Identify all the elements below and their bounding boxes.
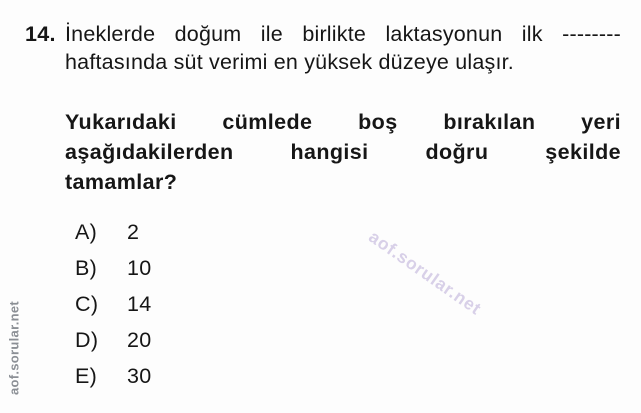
question-prompt (65, 107, 621, 197)
option-a-letter: A) (75, 220, 98, 244)
option-a-value: 2 (127, 220, 140, 244)
option-c[interactable] (75, 286, 621, 322)
question-number: 14. (25, 22, 56, 46)
option-c-value: 14 (127, 292, 152, 316)
option-d-value: 20 (127, 328, 152, 352)
question-stem (65, 20, 621, 76)
option-d-letter: D) (75, 328, 99, 352)
prompt-line-1: Yukarıdaki cümlede boş bırakılan yeri (65, 110, 621, 134)
option-b-value: 10 (127, 256, 152, 280)
option-e[interactable] (75, 358, 621, 394)
watermark-left-vertical: aof.sorular.net (6, 300, 22, 396)
prompt-line-2: aşağıdakilerden hangisi doğru şekilde (65, 140, 621, 164)
prompt-line-3: tamamlar? (65, 170, 178, 194)
option-b-letter: B) (75, 256, 98, 280)
question-body (65, 20, 621, 394)
stem-line-1: İneklerde doğum ile birlikte laktasyonun ilk -------- (65, 22, 621, 46)
stem-line-2: haftasında süt verimi en yüksek düzeye ulaşır. (65, 50, 514, 74)
watermark-diagonal: aof.sorular.net (365, 226, 486, 319)
option-a[interactable] (75, 214, 621, 250)
option-c-letter: C) (75, 292, 99, 316)
option-b[interactable] (75, 250, 621, 286)
option-e-letter: E) (75, 364, 98, 388)
option-d[interactable] (75, 322, 621, 358)
option-e-value: 30 (127, 364, 152, 388)
options-list (65, 214, 621, 394)
